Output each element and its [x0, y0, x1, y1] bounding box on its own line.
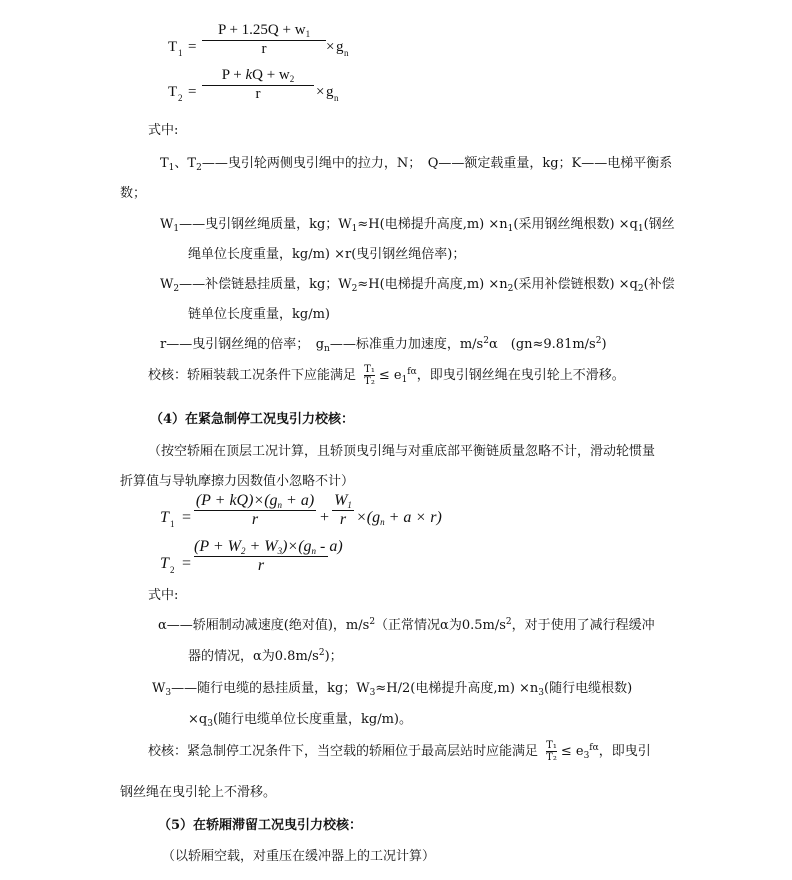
t1-lhs: T — [168, 39, 178, 55]
t2-times: × — [316, 84, 325, 100]
w2-sub4: 2 — [637, 284, 644, 294]
t2-eq: = — [188, 84, 197, 100]
t2-lhs-sub: 2 — [178, 93, 183, 103]
a2-text-b: )； — [324, 649, 343, 664]
check2-frac-num: T₁ — [546, 740, 557, 751]
def-t-label: T — [160, 156, 169, 171]
section5-note-line1: （以轿厢空载，对重压在缓冲器上的工况计算） — [162, 849, 436, 864]
f2-t2-f: - a) — [316, 538, 343, 555]
r-sub: n — [324, 344, 330, 354]
def-w3-line2 — [188, 708, 412, 729]
f2-t1-num: (P + kQ)×(g — [195, 492, 278, 509]
check1-text-c: ，即曳引钢丝绳在曳引轮上不滑移。 — [416, 368, 625, 383]
where-label-2: 式中: — [148, 588, 179, 603]
w1-sub: 1 — [173, 224, 180, 234]
check1-sub: 1 — [401, 375, 408, 385]
section5-heading: （5）在轿厢滞留工况曳引力校核： — [158, 818, 363, 833]
f2-t1-fraction — [194, 492, 316, 529]
f2-plus: + — [320, 509, 330, 526]
f2-tail-sub: n — [380, 517, 385, 527]
t1-denominator: r — [261, 41, 267, 57]
t1-num-sub: 1 — [305, 29, 311, 39]
check-line-1 — [148, 364, 625, 387]
f2-t1-num-end: + a) — [282, 492, 315, 509]
t1-eq: = — [188, 39, 197, 55]
def-w2-line2: 链单位长度重量，kg/m) — [188, 307, 330, 322]
def-line-2: 数； — [120, 186, 147, 201]
w3-sub: 3 — [165, 688, 172, 698]
def-t-sub1: 1 — [168, 163, 175, 173]
f2-t2-num: (P + W — [194, 538, 241, 555]
w1-sub3: 1 — [507, 224, 514, 234]
w1-text2: ≈H(电梯提升高度,m) ×n — [357, 217, 508, 232]
check2-text-c: ，即曳引 — [598, 744, 651, 759]
w3-line2-b: (随行电缆单位长度重量，kg/m)。 — [212, 712, 413, 727]
f2-t2-m: + W — [245, 538, 278, 555]
section4-note-line1: （按空轿厢在顶层工况计算，且轿顶曳引绳与对重底部平衡链质量忽略不计，滑动轮惯量 — [148, 444, 656, 459]
def-t-sub2: 2 — [196, 163, 202, 173]
where-label-1: 式中: — [148, 123, 179, 138]
def-r-line — [160, 333, 607, 354]
r-text-a: r——曳引钢丝绳的倍率； g — [160, 337, 325, 352]
f2-w1-fraction — [332, 492, 354, 529]
a-text-c: ，对于使用了减行程缓冲 — [511, 618, 655, 633]
w3-line2-sub: 3 — [207, 719, 213, 729]
section4-note-line2: 折算值与导轨摩擦力因数值小忽略不计） — [120, 474, 355, 489]
formula2-t1 — [160, 492, 460, 536]
f2-t2-sub: 2 — [170, 565, 175, 575]
t1-fraction — [202, 22, 326, 58]
f2-tail-end: + a × r) — [384, 509, 442, 526]
f2-t1-den: r — [251, 511, 259, 528]
w3-sub3: 3 — [538, 688, 545, 698]
check1-text-b: ≤ e — [378, 368, 402, 383]
t2-lhs: T — [168, 84, 178, 100]
r-sup: 2 — [483, 336, 489, 346]
f2-t2-e: )×(g — [282, 538, 312, 555]
t1-times: × — [326, 39, 335, 55]
check1-frac-num: T₁ — [364, 364, 375, 375]
w3-sub2: 3 — [369, 688, 376, 698]
t2-num-sub: 2 — [289, 74, 295, 84]
t1-numerator: P + 1.25Q + w — [217, 22, 306, 38]
w3-text3: (随行电缆根数) — [544, 681, 633, 696]
f2-w-num: W — [334, 492, 348, 509]
def-t-text: ——曳引轮两侧曳引绳中的拉力，N； Q——额定载重量，kg；K——电梯平衡系 — [201, 156, 673, 171]
f2-t1-lhs: T — [160, 509, 169, 526]
check2-frac-den: T₂ — [546, 752, 557, 763]
t1-g: g — [336, 39, 344, 55]
f2-t2-s2: 3 — [277, 546, 283, 556]
w2-text4: (补偿 — [643, 277, 675, 292]
f2-t2-eq: = — [182, 555, 192, 572]
f2-w-den: r — [339, 511, 347, 528]
f2-t2-s1: 2 — [240, 546, 246, 556]
t2-g: g — [326, 84, 334, 100]
r-sup2: 2 — [595, 336, 602, 346]
check2-sup: fα — [589, 743, 599, 753]
w2-label: W — [160, 277, 174, 292]
t2-num-k: k — [245, 67, 253, 83]
def-w3-line — [152, 677, 632, 698]
f2-t1-num-sub: n — [277, 500, 283, 510]
r-text-d: ) — [601, 337, 607, 352]
f2-t1-sub: 1 — [170, 519, 175, 529]
w1-text3: (采用钢丝绳根数) ×q — [513, 217, 638, 232]
check1-fraction — [364, 364, 375, 387]
def-t-sep: 、T — [174, 156, 197, 171]
a-sup2: 2 — [505, 617, 512, 627]
check2-text-a: 校核：紧急制停工况条件下，当空载的轿厢位于最高层站时应能满足 — [148, 744, 539, 759]
check2-fraction — [546, 740, 557, 763]
f2-t1-eq: = — [182, 509, 192, 526]
t1-g-sub: n — [344, 48, 349, 58]
def-w1-line — [160, 213, 675, 234]
a2-text-a: 器的情况，α为0.8m/s — [188, 649, 319, 664]
a-text-a: α——轿厢制动减速度(绝对值)，m/s — [158, 618, 370, 633]
r-text-c: α (gn≈9.81m/s — [488, 337, 596, 352]
def-w2-line — [160, 273, 675, 294]
a2-sup: 2 — [318, 648, 325, 658]
t2-num-post: Q + w — [252, 67, 290, 83]
check-line-2 — [148, 740, 651, 763]
w2-sub3: 2 — [507, 284, 514, 294]
def-a-line2 — [188, 645, 343, 664]
f2-tail-a: ×(g — [356, 509, 381, 526]
f2-t2-lhs: T — [160, 555, 169, 572]
w1-text: ——曳引钢丝绳质量，kg；W — [179, 217, 352, 232]
w2-sub: 2 — [173, 284, 180, 294]
w1-sub4: 1 — [637, 224, 644, 234]
def-t1-t2-line — [160, 152, 672, 173]
t2-num-pre: P + — [221, 67, 246, 83]
a-text-b: （正常情况α为0.5m/s — [375, 618, 506, 633]
def-a-line1 — [158, 614, 655, 633]
t2-fraction — [202, 67, 314, 103]
w2-text: ——补偿链悬挂质量，kg；W — [179, 277, 352, 292]
check1-sup: fα — [407, 367, 417, 377]
w3-text2: ≈H/2(电梯提升高度,m) ×n — [375, 681, 539, 696]
t1-lhs-sub: 1 — [178, 48, 183, 58]
f2-tail — [356, 509, 442, 527]
w3-label: W — [152, 681, 166, 696]
a-sup: 2 — [369, 617, 376, 627]
t2-g-sub: n — [334, 93, 339, 103]
w1-text4: (钢丝 — [643, 217, 675, 232]
section4-heading: （4）在紧急制停工况曳引力校核： — [150, 412, 355, 427]
r-text-b: ——标准重力加速度，m/s — [329, 337, 484, 352]
w2-sub2: 2 — [351, 284, 358, 294]
check1-text-a: 校核：轿厢装载工况条件下应能满足 — [148, 368, 357, 383]
def-w1-line2: 绳单位长度重量，kg/m) ×r(曳引钢丝绳倍率)； — [188, 247, 466, 262]
f2-t2-den: r — [257, 557, 265, 574]
f2-w-sub: 1 — [347, 500, 352, 510]
formula2-t2 — [160, 538, 460, 582]
w2-text3: (采用补偿链根数) ×q — [513, 277, 638, 292]
f2-t2-fraction — [194, 538, 343, 575]
check2-sub: 3 — [583, 751, 590, 761]
w2-text2: ≈H(电梯提升高度,m) ×n — [357, 277, 508, 292]
check2-text-b: ≤ e — [560, 744, 584, 759]
check-line-2b: 钢丝绳在曳引轮上不滑移。 — [120, 785, 277, 800]
f2-t2-s3: n — [311, 546, 317, 556]
t2-denominator: r — [255, 86, 261, 102]
w3-text: ——随行电缆的悬挂质量，kg；W — [171, 681, 370, 696]
w3-line2-a: ×q — [188, 712, 208, 727]
w1-sub2: 1 — [351, 224, 358, 234]
w1-label: W — [160, 217, 174, 232]
check1-frac-den: T₂ — [364, 376, 375, 387]
